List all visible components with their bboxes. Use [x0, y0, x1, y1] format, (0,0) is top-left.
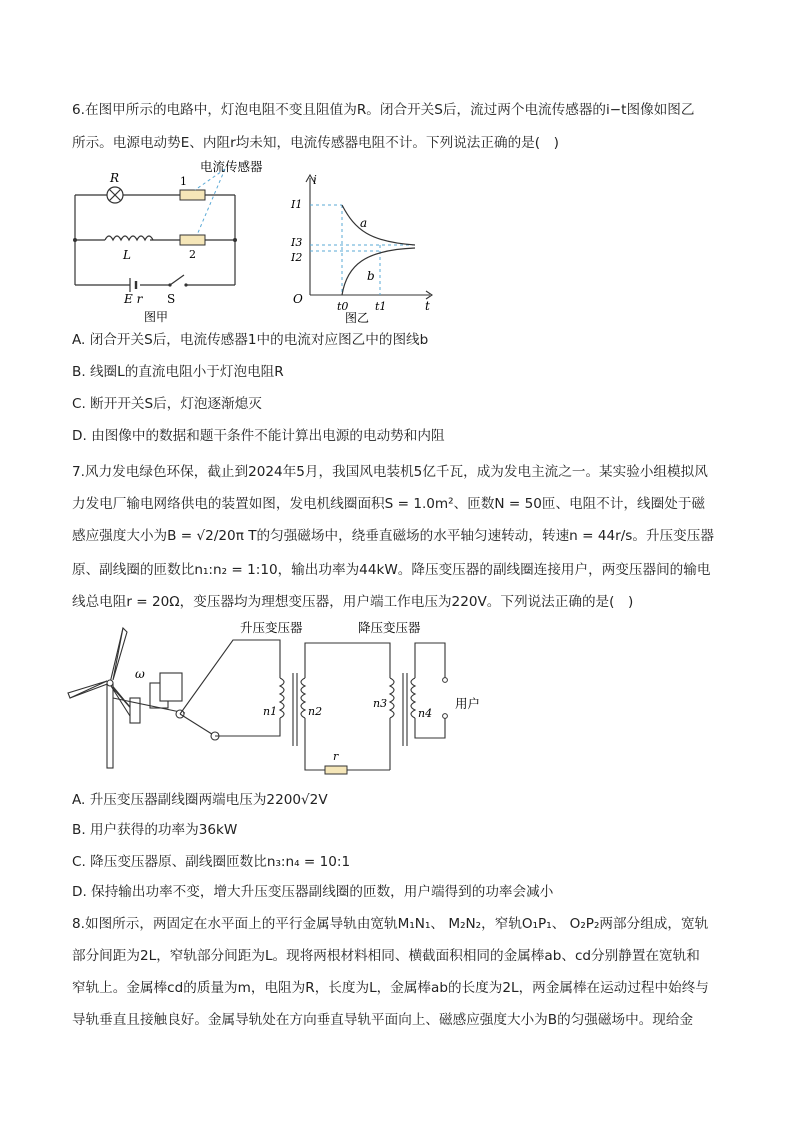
q8-stem-line4: 导轨垂直且接触良好。金属导轨处在方向垂直导轨平面向上、磁感应强度大小为B的匀强磁场中。现给金	[72, 1012, 694, 1028]
q8-stem-line2: 部分间距为2L，窄轨部分间距为L。现将两根材料相同、横截面积相同的金属棒ab、cd分别静置在宽轨和	[72, 948, 700, 964]
tick-t0: t0	[337, 300, 349, 313]
q7-option-d: D. 保持输出功率不变，增大升压变压器副线圈的匝数，用户端得到的功率会减小	[72, 884, 554, 900]
n2-label: n2	[308, 705, 323, 718]
lamp-label: R	[110, 171, 120, 185]
n4-label: n4	[418, 707, 433, 720]
q7-transmission-figure	[65, 618, 485, 783]
q7-option-b: B. 用户获得的功率为36kW	[72, 822, 238, 838]
tick-t1: t1	[375, 300, 387, 313]
user-label: 用户	[455, 696, 481, 711]
q6-circuit-figure	[60, 155, 280, 325]
current-sensor-2	[180, 235, 205, 245]
current-sensor-1	[180, 190, 205, 200]
y-axis-label: i	[313, 173, 317, 187]
coil-label: L	[123, 248, 131, 262]
switch-label: S	[167, 292, 176, 306]
q6-option-d: D. 由图像中的数据和题干条件不能计算出电源的电动势和内阻	[72, 428, 445, 444]
omega-label: ω	[135, 667, 145, 681]
sensor1-label: 1	[180, 175, 187, 188]
curve-a	[342, 205, 415, 245]
caption-yi: 图乙	[345, 311, 370, 325]
q7-stem-line4: 原、副线圈的匝数比n₁:n₂ = 1:10，输出功率为44kW。降压变压器的副线圈连接用户，两变压器间的输电	[72, 562, 711, 578]
origin-label: O	[293, 292, 303, 306]
sensor-label: 电流传感器	[200, 159, 263, 174]
curve-a-label: a	[360, 216, 368, 230]
n3-label: n3	[373, 697, 388, 710]
q8-stem-line3: 窄轨上。金属棒cd的质量为m，电阻为R，长度为L，金属棒ab的长度为2L，两金属棒在运动过程中始终与	[72, 980, 709, 996]
q6-stem-line2: 所示。电源电动势E、内阻r均未知，电流传感器电阻不计。下列说法正确的是( )	[72, 135, 559, 151]
q6-option-c: C. 断开开关S后，灯泡逐渐熄灭	[72, 396, 262, 412]
tick-I1: I1	[291, 198, 303, 211]
sensor2-label: 2	[189, 248, 196, 261]
q8-stem-line1: 8.如图所示，两固定在水平面上的平行金属导轨由宽轨M₁N₁、 M₂N₂，窄轨O₁P₁、 O₂P₂两部分组成，宽轨	[72, 916, 709, 932]
tick-I3: I3	[291, 236, 303, 249]
q7-stem-line5: 线总电阻r = 20Ω，变压器均为理想变压器，用户端工作电压为220V。下列说法正确的是( )	[72, 594, 634, 610]
source-label: E r	[124, 292, 143, 306]
r-label: r	[333, 750, 339, 763]
q6-option-b: B. 线圈L的直流电阻小于灯泡电阻R	[72, 364, 284, 380]
q6-it-graph	[285, 170, 445, 325]
q7-stem-line3: 感应强度大小为B = √2/20π T的匀强磁场中，绕垂直磁场的水平轴匀速转动，转速n = 44r/s。升压变压器	[72, 528, 714, 544]
step-down-label: 降压变压器	[358, 620, 421, 635]
coil-icon	[105, 236, 153, 240]
curve-b-label: b	[367, 269, 375, 283]
q6-option-a: A. 闭合开关S后，电流传感器1中的电流对应图乙中的图线b	[72, 332, 429, 348]
curve-b	[342, 248, 415, 295]
q7-option-a: A. 升压变压器副线圈两端电压为2200√2V	[72, 792, 328, 808]
step-up-label: 升压变压器	[240, 620, 303, 635]
n1-label: n1	[263, 705, 278, 718]
q7-stem-line2: 力发电厂输电网络供电的装置如图，发电机线圈面积S = 1.0m²、匝数N = 50匝、电阻不计，线圈处于磁	[72, 496, 706, 512]
q7-option-c: C. 降压变压器原、副线圈匝数比n₃:n₄ = 10:1	[72, 854, 351, 870]
lamp-icon	[107, 187, 123, 203]
q6-stem-line1: 6.在图甲所示的电路中，灯泡电阻不变且阻值为R。闭合开关S后，流过两个电流传感器的i−t图像如图乙	[72, 102, 695, 118]
wind-turbine-icon	[68, 628, 219, 768]
x-axis-label: t	[425, 299, 430, 313]
caption-jia: 图甲	[144, 310, 169, 324]
line-resistor	[325, 766, 347, 774]
q7-stem-line1: 7.风力发电绿色环保，截止到2024年5月，我国风电装机5亿千瓦，成为发电主流之一。某实验小组模拟风	[72, 464, 708, 480]
tick-I2: I2	[291, 251, 303, 264]
